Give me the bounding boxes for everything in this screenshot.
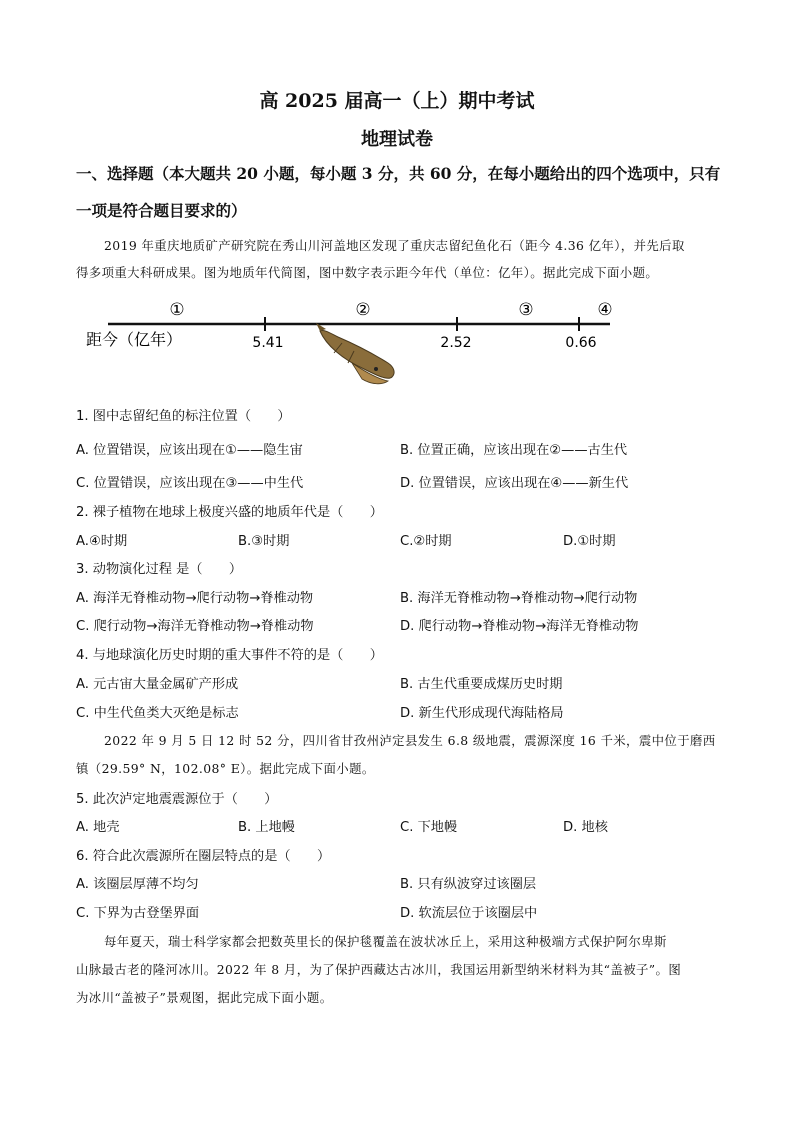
q5-option-c: C. 下地幔 [400, 820, 458, 835]
passage3-line2: 山脉最古老的隆河冰川。2022 年 8 月，为了保护西藏达古冰川，我国运用新型纳米材料为其“盖被子”。图 [76, 962, 682, 977]
exam-subtitle: 地理试卷 [361, 129, 433, 150]
q4-option-b: B. 古生代重要成煤历史时期 [400, 677, 563, 692]
question-5: 5. 此次泸定地震震源位于（ ） [76, 792, 278, 807]
q2-option-b: B.③时期 [238, 534, 290, 549]
question-3: 3. 动物演化过程 是（ ） [76, 562, 243, 577]
passage2-line1: 2022 年 9 月 5 日 12 时 52 分，四川省甘孜州泸定县发生 6.8 级地震，震源深度 16 千米，震中位于磨西 [104, 733, 716, 748]
q4-option-c: C. 中生代鱼类大灭绝是标志 [76, 706, 239, 721]
question-6: 6. 符合此次震源所在圈层特点的是（ ） [76, 849, 331, 864]
section-heading-line2: 一项是符合题目要求的） [76, 201, 247, 220]
passage3-line1: 每年夏天，瑞士科学家都会把数英里长的保护毯覆盖在波状冰丘上，采用这种极端方式保护阿尔卑斯 [104, 934, 667, 949]
exam-title: 高 2025 届高一（上）期中考试 [259, 90, 535, 112]
q2-option-c: C.②时期 [400, 534, 452, 549]
passage1-line2: 得多项重大科研成果。图为地质年代简图，图中数字表示距今年代（单位：亿年）。据此完成下面小题。 [76, 265, 659, 280]
period-label-2: ② [355, 300, 371, 320]
question-4: 4. 与地球演化历史时期的重大事件不符的是（ ） [76, 648, 383, 663]
passage1-line1: 2019 年重庆地质矿产研究院在秀山川河盖地区发现了重庆志留纪鱼化石（距今 4.36 亿年），并先后取 [104, 238, 685, 253]
q6-option-d: D. 软流层位于该圈层中 [400, 906, 538, 921]
question-1: 1. 图中志留纪鱼的标注位置（ ） [76, 409, 291, 424]
question-2: 2. 裸子植物在地球上极度兴盛的地质年代是（ ） [76, 505, 383, 520]
section-heading-line1: 一、选择题（本大题共 20 小题，每小题 3 分，共 60 分，在每小题给出的四个选项中，只有 [76, 164, 721, 183]
q4-option-a: A. 元古宙大量金属矿产形成 [76, 677, 239, 692]
period-label-4: ④ [597, 300, 613, 320]
q4-option-d: D. 新生代形成现代海陆格局 [400, 706, 564, 721]
q5-option-d: D. 地核 [563, 820, 608, 835]
tick-label-5-41: 5.41 [252, 335, 284, 351]
passage2-line2: 镇（29.59° N，102.08° E）。据此完成下面小题。 [76, 761, 375, 776]
q1-option-d: D. 位置错误，应该出现在④——新生代 [400, 476, 629, 491]
q5-option-b: B. 上地幔 [238, 820, 295, 835]
q2-option-d: D.①时期 [563, 534, 616, 549]
axis-label: 距今（亿年） [86, 330, 183, 349]
q3-option-a: A. 海洋无脊椎动物→爬行动物→脊椎动物 [76, 591, 314, 606]
q3-option-c: C. 爬行动物→海洋无脊椎动物→脊椎动物 [76, 619, 314, 634]
tick-label-0-66: 0.66 [565, 335, 597, 351]
period-label-3: ③ [518, 300, 534, 320]
fish-fossil-icon [316, 323, 394, 384]
period-label-1: ① [169, 300, 185, 320]
q1-option-b: B. 位置正确，应该出现在②——古生代 [400, 443, 628, 458]
geologic-timeline-figure [76, 293, 636, 393]
q5-option-a: A. 地壳 [76, 820, 120, 835]
q6-option-a: A. 该圈层厚薄不均匀 [76, 877, 199, 892]
q1-option-a: A. 位置错误，应该出现在①——隐生宙 [76, 443, 303, 458]
q3-option-d: D. 爬行动物→脊椎动物→海洋无脊椎动物 [400, 619, 639, 634]
q3-option-b: B. 海洋无脊椎动物→脊椎动物→爬行动物 [400, 591, 638, 606]
q2-option-a: A.④时期 [76, 534, 128, 549]
q6-option-c: C. 下界为古登堡界面 [76, 906, 200, 921]
q1-option-c: C. 位置错误，应该出现在③——中生代 [76, 476, 304, 491]
passage3-line3: 为冰川“盖被子”景观图，据此完成下面小题。 [76, 990, 333, 1005]
tick-label-2-52: 2.52 [440, 335, 472, 351]
q6-option-b: B. 只有纵波穿过该圈层 [400, 877, 537, 892]
